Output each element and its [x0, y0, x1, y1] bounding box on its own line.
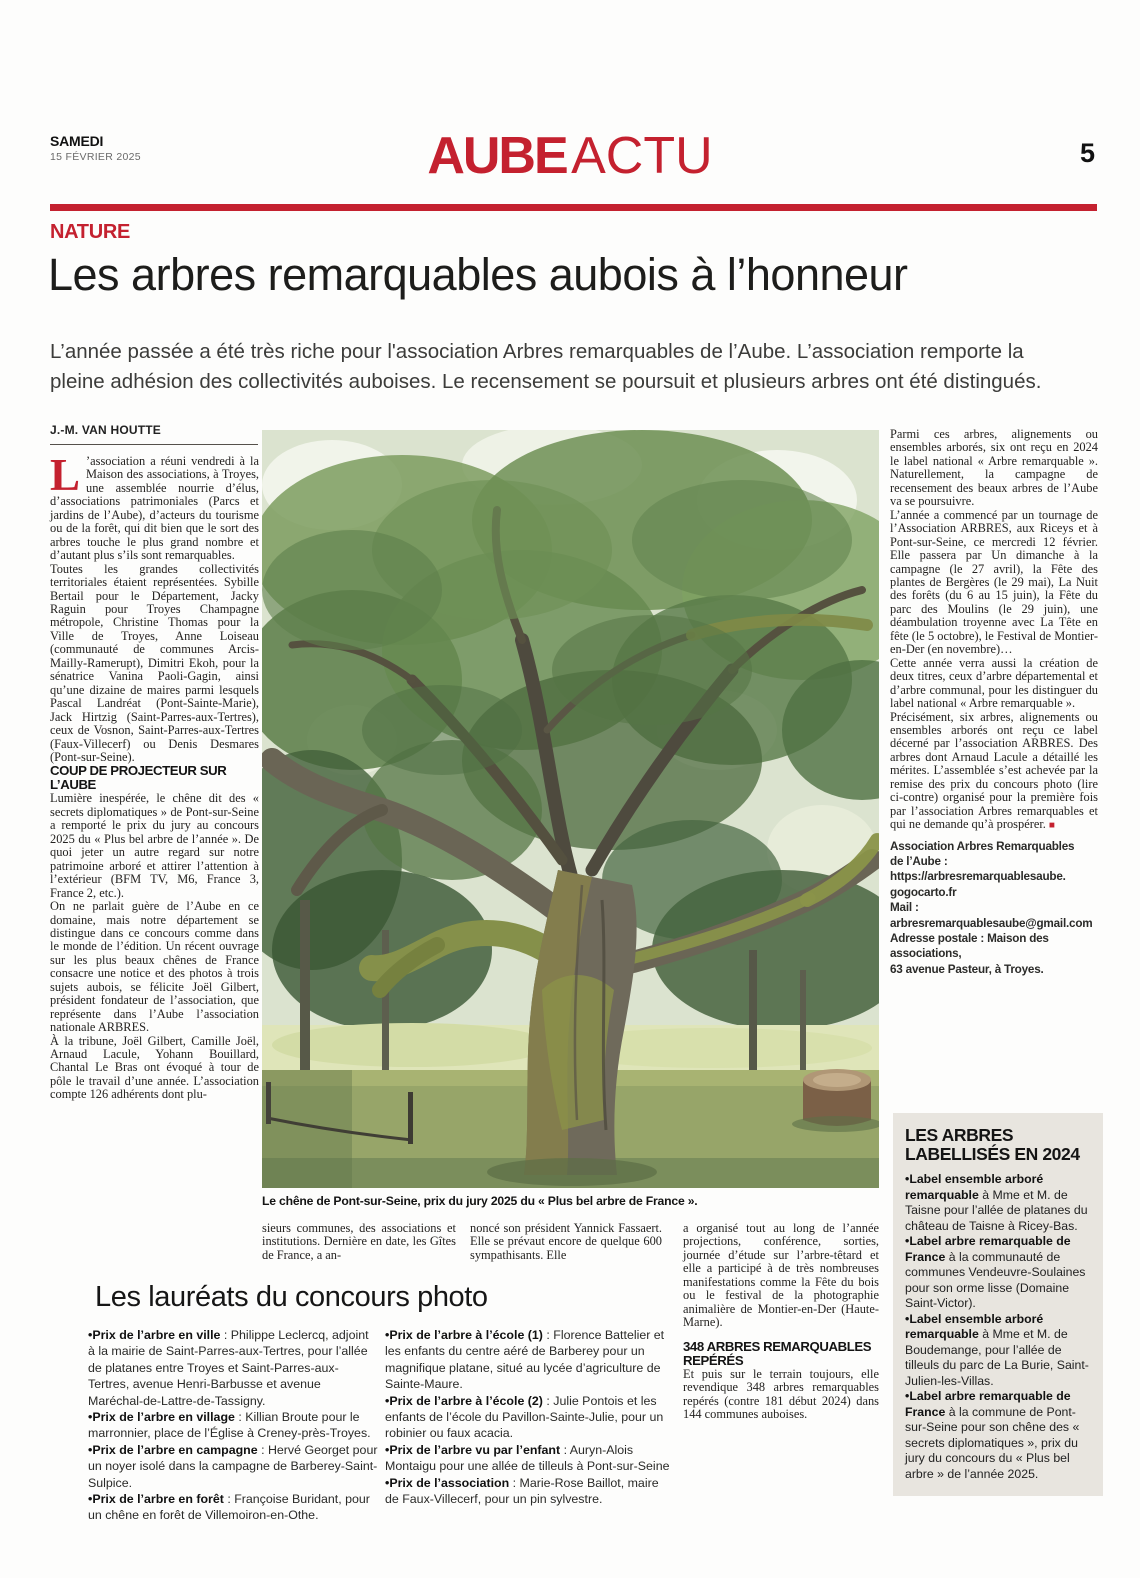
paragraph: À la tribune, Joël Gilbert, Camille Joël, Arnaud Lacule, Yohann Bouillard, Chantal Le Bras ont évoqué à tour de pôle le travail d’une année. L’association compte 126 adhérents dont plu-: [50, 1033, 259, 1102]
laureats-column-a: [88, 1327, 378, 1524]
section-kicker: NATURE: [50, 221, 131, 243]
labels-2024-items: [905, 1172, 1091, 1482]
paragraph: Lumière inespérée, le chêne dit des « secrets diplomatiques » de Pont-sur-Seine a remporté le prix du jury au concours 2025 du « Plus bel arbre de l’année ». De quoi jeter un autre regard sur notre patrimoine arboré et attirer l’attention à l’extérieur (BFM TV, M6, France 3, France 2, etc.).: [50, 791, 259, 900]
bullet-icon: •: [385, 1442, 390, 1457]
end-mark-icon: ■: [1048, 820, 1055, 832]
paragraph: L’année a commencé par un tournage de l’Association ARBRES, aux Riceys et à Pont-sur-Seine, ce mercredi 12 février. Elle passera par Un dimanche à la campagne (le 27 avril), la Fête des plantes de Bergères (le 29 mai), La Nuit des forêts (du 6 au 15 juin), la Fête du parc des Moulins (le 29 juin), une déambulation troyenne avec La Tête en fête (le 5 octobre), le Festival de Montier-en-Der (en novembre)…: [890, 507, 1098, 657]
standfirst: L’année passée a été très riche pour l'association Arbres remarquables de l’Aube. L’association remporte la pleine adhésion des collectivités auboises. Le recensement se poursuit et plusieurs arbres ont été distingués.: [50, 340, 1042, 393]
bullet-icon: •: [88, 1410, 93, 1425]
contact-line: de l’Aube :: [890, 855, 948, 868]
article-mid-column-3: [683, 1222, 879, 1421]
paragraph: Toutes les grandes collectivités territoriales étaient représentées. Sybille Bertail pour le Département, Jacky Raguin pour Troyes Champagne métropole, Christine Thomas pour la Ville de Troyes, Anne Loiseau (communauté de communes Arcis-Mailly-Ramerupt), Dimitri Ekoh, pour la sénatrice Vanina Paoli-Gagin, ainsi qu’une dizaine de maires parmi lesquels Pascal Landréat (Pont-Sainte-Marie), Jack Hirtzig (Saint-Parres-aux-Tertres), ceux de Vosnon, Saint-Parres-aux-Tertres (Faux-Villecerf) ou Denis Desmares (Pont-sur-Seine).: [50, 561, 259, 764]
laureats-column-b: [385, 1327, 672, 1507]
photo-caption: Le chêne de Pont-sur-Seine, prix du jury 2025 du « Plus bel arbre de France ».: [262, 1194, 698, 1208]
labels-2024-box: [893, 1113, 1103, 1496]
paragraph: On ne parlait guère de l’Aube en ce domaine, mais notre département se distingue dans ce concours comme dans le monde de l’édition. Un récent ouvrage sur les plus beaux chênes de France consacre une notice et des photos à trois sujets aubois, se félicite Joël Gilbert, président fondateur de l’association, que représente dans l’Aube l’association nationale ARBRES.: [50, 899, 259, 1035]
laureat-item: •Prix de l’arbre en ville : Philippe Leclercq, adjoint à la mairie de Saint-Parres-aux-Tertres, pour l’allée de platanes entre Troyes et Saint-Parres-aux-Tertres, avenue Henri-Barbusse et avenue Maréchal-de-Lattre-de-Tassigny.: [88, 1328, 369, 1408]
bullet-icon: •: [905, 1389, 910, 1403]
drop-cap: L: [50, 450, 81, 500]
masthead: [0, 126, 1140, 186]
subhead-348-arbres: 348 ARBRES REMARQUABLES REPÉRÉS: [683, 1338, 872, 1368]
bullet-icon: •: [88, 1328, 93, 1342]
laureat-item: •Prix de l’arbre en campagne : Hervé Georget pour un noyer isolé dans la campagne de Barberey-Saint-Sulpice.: [88, 1442, 378, 1490]
contact-line: https://arbresremarquablesaube.: [890, 870, 1066, 884]
contact-line: Association Arbres Remarquables: [890, 839, 1075, 853]
bullet-icon: •: [905, 1234, 910, 1248]
bullet-icon: •: [905, 1172, 910, 1186]
masthead-actu: ACTU: [571, 127, 713, 185]
edition-day: SAMEDI: [50, 133, 104, 149]
labels-2024-title: LES ARBRES LABELLISÉS EN 2024: [905, 1125, 1080, 1164]
contact-block: [890, 839, 1098, 978]
label-item: •Label ensemble arboré remarquable à Mme et M. de Boudemange, pour l’allée de tilleuls du parc de La Burie, Saint-Julien-les-Villas.: [905, 1311, 1089, 1388]
paragraph: noncé son président Yannick Fassaert. Elle se prévaut encore de quelque 600 sympathisants. Elle: [470, 1221, 662, 1262]
article-mid-column-2: [470, 1222, 662, 1262]
paragraph: Parmi ces arbres, alignements ou ensembles arborés, six ont reçu en 2024 le label national « Arbre remarquable ». Naturellement, la campagne de recensement des beaux arbres de l’Aube va se poursuivre.: [890, 427, 1098, 509]
contact-line: Adresse postale : Maison des associations,: [890, 932, 1049, 961]
byline-rule: [50, 444, 258, 445]
paragraph: Et puis sur le terrain toujours, elle revendique 348 arbres remarquables repérés (contre 181 début 2024) dans 144 communes auboises.: [683, 1366, 879, 1421]
page-number: 5: [1079, 138, 1095, 168]
paragraph: sieurs communes, des associations et institutions. Dernière en date, les Gîtes de France, a an-: [262, 1221, 456, 1262]
bullet-icon: •: [385, 1475, 390, 1490]
masthead-rule: [50, 204, 1097, 211]
bullet-icon: •: [385, 1393, 390, 1408]
laureat-item: •Prix de l’arbre en village : Killian Broute pour le marronnier, place de l’Église à Creney-près-Troyes.: [88, 1410, 371, 1441]
subhead-coup-de-projecteur: COUP DE PROJECTEUR SUR L’AUBE: [50, 763, 227, 793]
article-headline: Les arbres remarquables aubois à l’honneur: [48, 249, 908, 300]
paragraph: Cette année verra aussi la création de deux titres, ceux d’arbre départemental et d’arbre communal, pour les distinguer du label national « Arbre remarquable ».: [890, 655, 1098, 711]
label-item: •Label arbre remarquable de France à la commune de Pont-sur-Seine pour son chêne des « secrets diplomatiques », prix du jury du concours du « Plus bel arbre » de l’année 2025.: [905, 1389, 1080, 1481]
bullet-icon: •: [905, 1311, 910, 1326]
bullet-icon: •: [88, 1442, 93, 1457]
masthead-aube: AUBE: [427, 127, 567, 185]
laureat-item: •Prix de l’association : Marie-Rose Baillot, maire de Faux-Villecerf, pour un pin sylvestre.: [385, 1475, 659, 1507]
laureat-item: •Prix de l’arbre en forêt : Françoise Buridant, pour un chêne en forêt de Villemoiron-en-Othe.: [88, 1492, 370, 1523]
laureat-item: •Prix de l’arbre vu par l’enfant : Auryn-Alois Montaigu pour une allée de tilleuls à Pont-sur-Seine: [385, 1442, 670, 1474]
byline: J.-M. VAN HOUTTE: [50, 423, 161, 437]
contact-line: gogocarto.fr: [890, 885, 957, 899]
edition-date-text: 15 FÉVRIER 2025: [50, 151, 141, 163]
label-item: •Label arbre remarquable de France à la communauté de communes Vendeuvre-Soulaines pour son orme lisse (Domaine Saint-Victor).: [905, 1234, 1086, 1310]
article-left-column: [50, 450, 259, 1305]
article-mid-column-1: [262, 1222, 456, 1262]
laureat-item: •Prix de l’arbre à l’école (1) : Florence Battelier et les enfants du centre aéré de Barberey pour un magnifique platane, situé au lycée d’agriculture de Sainte-Maure.: [385, 1328, 665, 1392]
laureats-heading: Les lauréats du concours photo: [95, 1281, 488, 1313]
article-right-column: [890, 428, 1098, 1108]
bullet-icon: •: [385, 1328, 390, 1342]
contact-line: Mail : arbresremarquablesaube@gmail.com: [890, 901, 1093, 930]
paragraph: a organisé tout au long de l’année projections, conférence, sorties, journée d’étude sur l’arbre-têtard et elle a participé à de très nombreuses manifestations comme la Fête du bois ou le festival de la photographie animalière de Montier-en-Der (Haute-Marne).: [683, 1221, 879, 1330]
laureat-item: •Prix de l’arbre à l’école (2) : Julie Pontois et les enfants de l’école du Pavillon-Sainte-Julie, pour un robinier ou faux acacia.: [385, 1393, 664, 1441]
label-item: •Label ensemble arboré remarquable à Mme et M. de Taisne pour l’allée de platanes du château de Taisne à Ricey-Bas.: [905, 1172, 1088, 1233]
paragraph: Précisément, six arbres, alignements ou ensembles arborés ont reçu ce label décerné par l’association ARBRES. Des arbres dont Arnaud Lacule a détaillé les mérites. L’assemblée s’est achevée par la remise des prix du concours photo (lire ci-contre) organisé pour la première fois par l’association Arbres remarquables et qui ne demande qu’à prospérer. ■: [890, 709, 1098, 832]
tree-photo: [262, 430, 879, 1188]
paragraph: L ’association a réuni vendredi à la Maison des associations, à Troyes, une assemblée nourrie d’élus, d’associations patrimoniales (Parcs et jardins de l’Aube), d’acteurs du tourisme ou de la forêt, qui dit bien que le sort des arbres touche le plus grand nombre et d’autant plus s’ils sont remarquables.: [50, 450, 259, 563]
oak-tree-illustration: [262, 430, 879, 1188]
contact-line: 63 avenue Pasteur, à Troyes.: [890, 962, 1044, 976]
bullet-icon: •: [88, 1492, 93, 1507]
